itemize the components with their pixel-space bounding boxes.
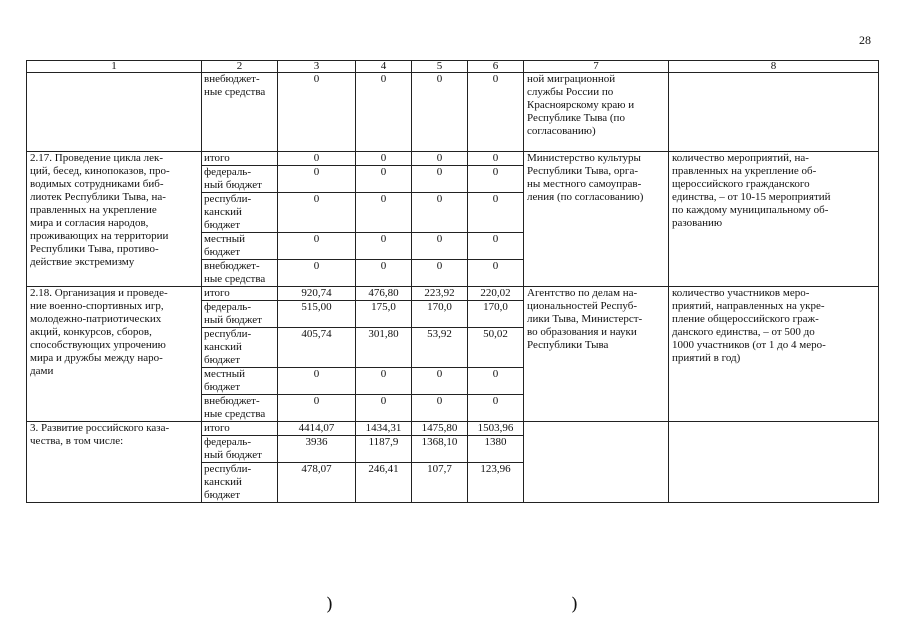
amount-cell: 0 [356,233,412,260]
amount-cell: 220,02 [468,287,524,301]
funding-source: республи- канский бюджет [202,193,278,233]
amount-cell: 1368,10 [412,436,468,463]
amount-cell: 0 [468,395,524,422]
amount-cell: 0 [278,193,356,233]
amount-cell: 405,74 [278,328,356,368]
amount-cell: 223,92 [412,287,468,301]
amount-cell: 0 [412,233,468,260]
responsible-executor: ной миграционной службы России по Красноярскому краю и Республике Тыва (по согласованию) [524,73,669,152]
header-cell: 1 [27,61,202,73]
amount-cell: 0 [278,368,356,395]
amount-cell: 50,02 [468,328,524,368]
amount-cell: 301,80 [356,328,412,368]
header-row [27,61,879,73]
amount-cell: 0 [278,233,356,260]
amount-cell: 170,0 [468,301,524,328]
target-indicator [669,73,879,152]
amount-cell: 1187,9 [356,436,412,463]
amount-cell: 0 [468,193,524,233]
amount-cell: 0 [356,395,412,422]
header-cell: 5 [412,61,468,73]
amount-cell: 175,0 [356,301,412,328]
header-cell: 6 [468,61,524,73]
funding-source: итого [202,422,278,436]
funding-source: местный бюджет [202,233,278,260]
activity-description: 3. Развитие российского каза- чества, в том числе: [27,422,202,503]
amount-cell: 478,07 [278,463,356,503]
amount-cell: 0 [412,395,468,422]
budget-table [26,60,879,503]
amount-cell: 0 [356,368,412,395]
target-indicator [669,422,879,503]
scan-mark: ) [326,594,334,615]
funding-source: внебюджет- ные средства [202,395,278,422]
amount-cell: 0 [356,260,412,287]
amount-cell: 0 [468,152,524,166]
amount-cell: 920,74 [278,287,356,301]
amount-cell: 0 [468,368,524,395]
amount-cell: 1434,31 [356,422,412,436]
amount-cell: 0 [278,395,356,422]
amount-cell: 3936 [278,436,356,463]
funding-source: республи- канский бюджет [202,328,278,368]
amount-cell: 0 [412,368,468,395]
amount-cell: 1503,96 [468,422,524,436]
header-cell: 4 [356,61,412,73]
amount-cell: 0 [412,193,468,233]
amount-cell: 0 [412,73,468,152]
activity-description: 2.18. Организация и проведе- ние военно-спортивных игр, молодежно-патриотических акций, конкурсов, сборов, способствующих упрочению мира и дружбы между наро- дами [27,287,202,422]
header-cell: 3 [278,61,356,73]
amount-cell: 0 [356,152,412,166]
amount-cell: 0 [468,233,524,260]
funding-source: итого [202,152,278,166]
header-cell: 8 [669,61,879,73]
responsible-executor: Министерство культуры Республики Тыва, орга- ны местного самоуправ- ления (по согласованию) [524,152,669,287]
table-row [27,73,879,152]
amount-cell: 0 [412,166,468,193]
responsible-executor [524,422,669,503]
amount-cell: 123,96 [468,463,524,503]
amount-cell: 0 [412,152,468,166]
amount-cell: 246,41 [356,463,412,503]
activity-description [27,73,202,152]
amount-cell: 515,00 [278,301,356,328]
responsible-executor: Агентство по делам на- циональностей Респуб- лики Тыва, Министерст- во образования и науки Республики Тыва [524,287,669,422]
table-row [27,287,879,301]
funding-source: федераль- ный бюджет [202,436,278,463]
amount-cell: 0 [278,152,356,166]
amount-cell: 0 [278,260,356,287]
page-number: 28 [859,33,871,47]
target-indicator: количество мероприятий, на- правленных на укрепление об- щероссийского гражданского единства, – от 10-15 мероприятий по каждому муниципальному об- разованию [669,152,879,287]
funding-source: итого [202,287,278,301]
funding-source: внебюджет- ные средства [202,73,278,152]
amount-cell: 1475,80 [412,422,468,436]
amount-cell: 4414,07 [278,422,356,436]
amount-cell: 0 [356,193,412,233]
funding-source: местный бюджет [202,368,278,395]
funding-source: федераль- ный бюджет [202,166,278,193]
amount-cell: 107,7 [412,463,468,503]
amount-cell: 0 [468,73,524,152]
amount-cell: 0 [356,166,412,193]
funding-source: республи- канский бюджет [202,463,278,503]
header-cell: 2 [202,61,278,73]
table-row [27,152,879,166]
activity-description: 2.17. Проведение цикла лек- ций, бесед, кинопоказов, про- водимых сотрудниками биб- лиотек Республики Тыва, на- правленных на укрепление мира и согласия народов, проживающих на территории Республики Тыва, противо- действие экстремизму [27,152,202,287]
funding-source: внебюджет- ные средства [202,260,278,287]
target-indicator: количество участников меро- приятий, направленных на укре- пление общероссийского граж- данского единства, – от 500 до 1000 участников (от 1 до 4 меро- приятий в год) [669,287,879,422]
funding-source: федераль- ный бюджет [202,301,278,328]
table-row [27,422,879,436]
amount-cell: 0 [412,260,468,287]
scan-mark: ) [571,594,579,615]
header-cell: 7 [524,61,669,73]
amount-cell: 0 [356,73,412,152]
amount-cell: 1380 [468,436,524,463]
amount-cell: 53,92 [412,328,468,368]
amount-cell: 476,80 [356,287,412,301]
amount-cell: 0 [278,166,356,193]
amount-cell: 0 [468,166,524,193]
amount-cell: 0 [278,73,356,152]
amount-cell: 170,0 [412,301,468,328]
amount-cell: 0 [468,260,524,287]
